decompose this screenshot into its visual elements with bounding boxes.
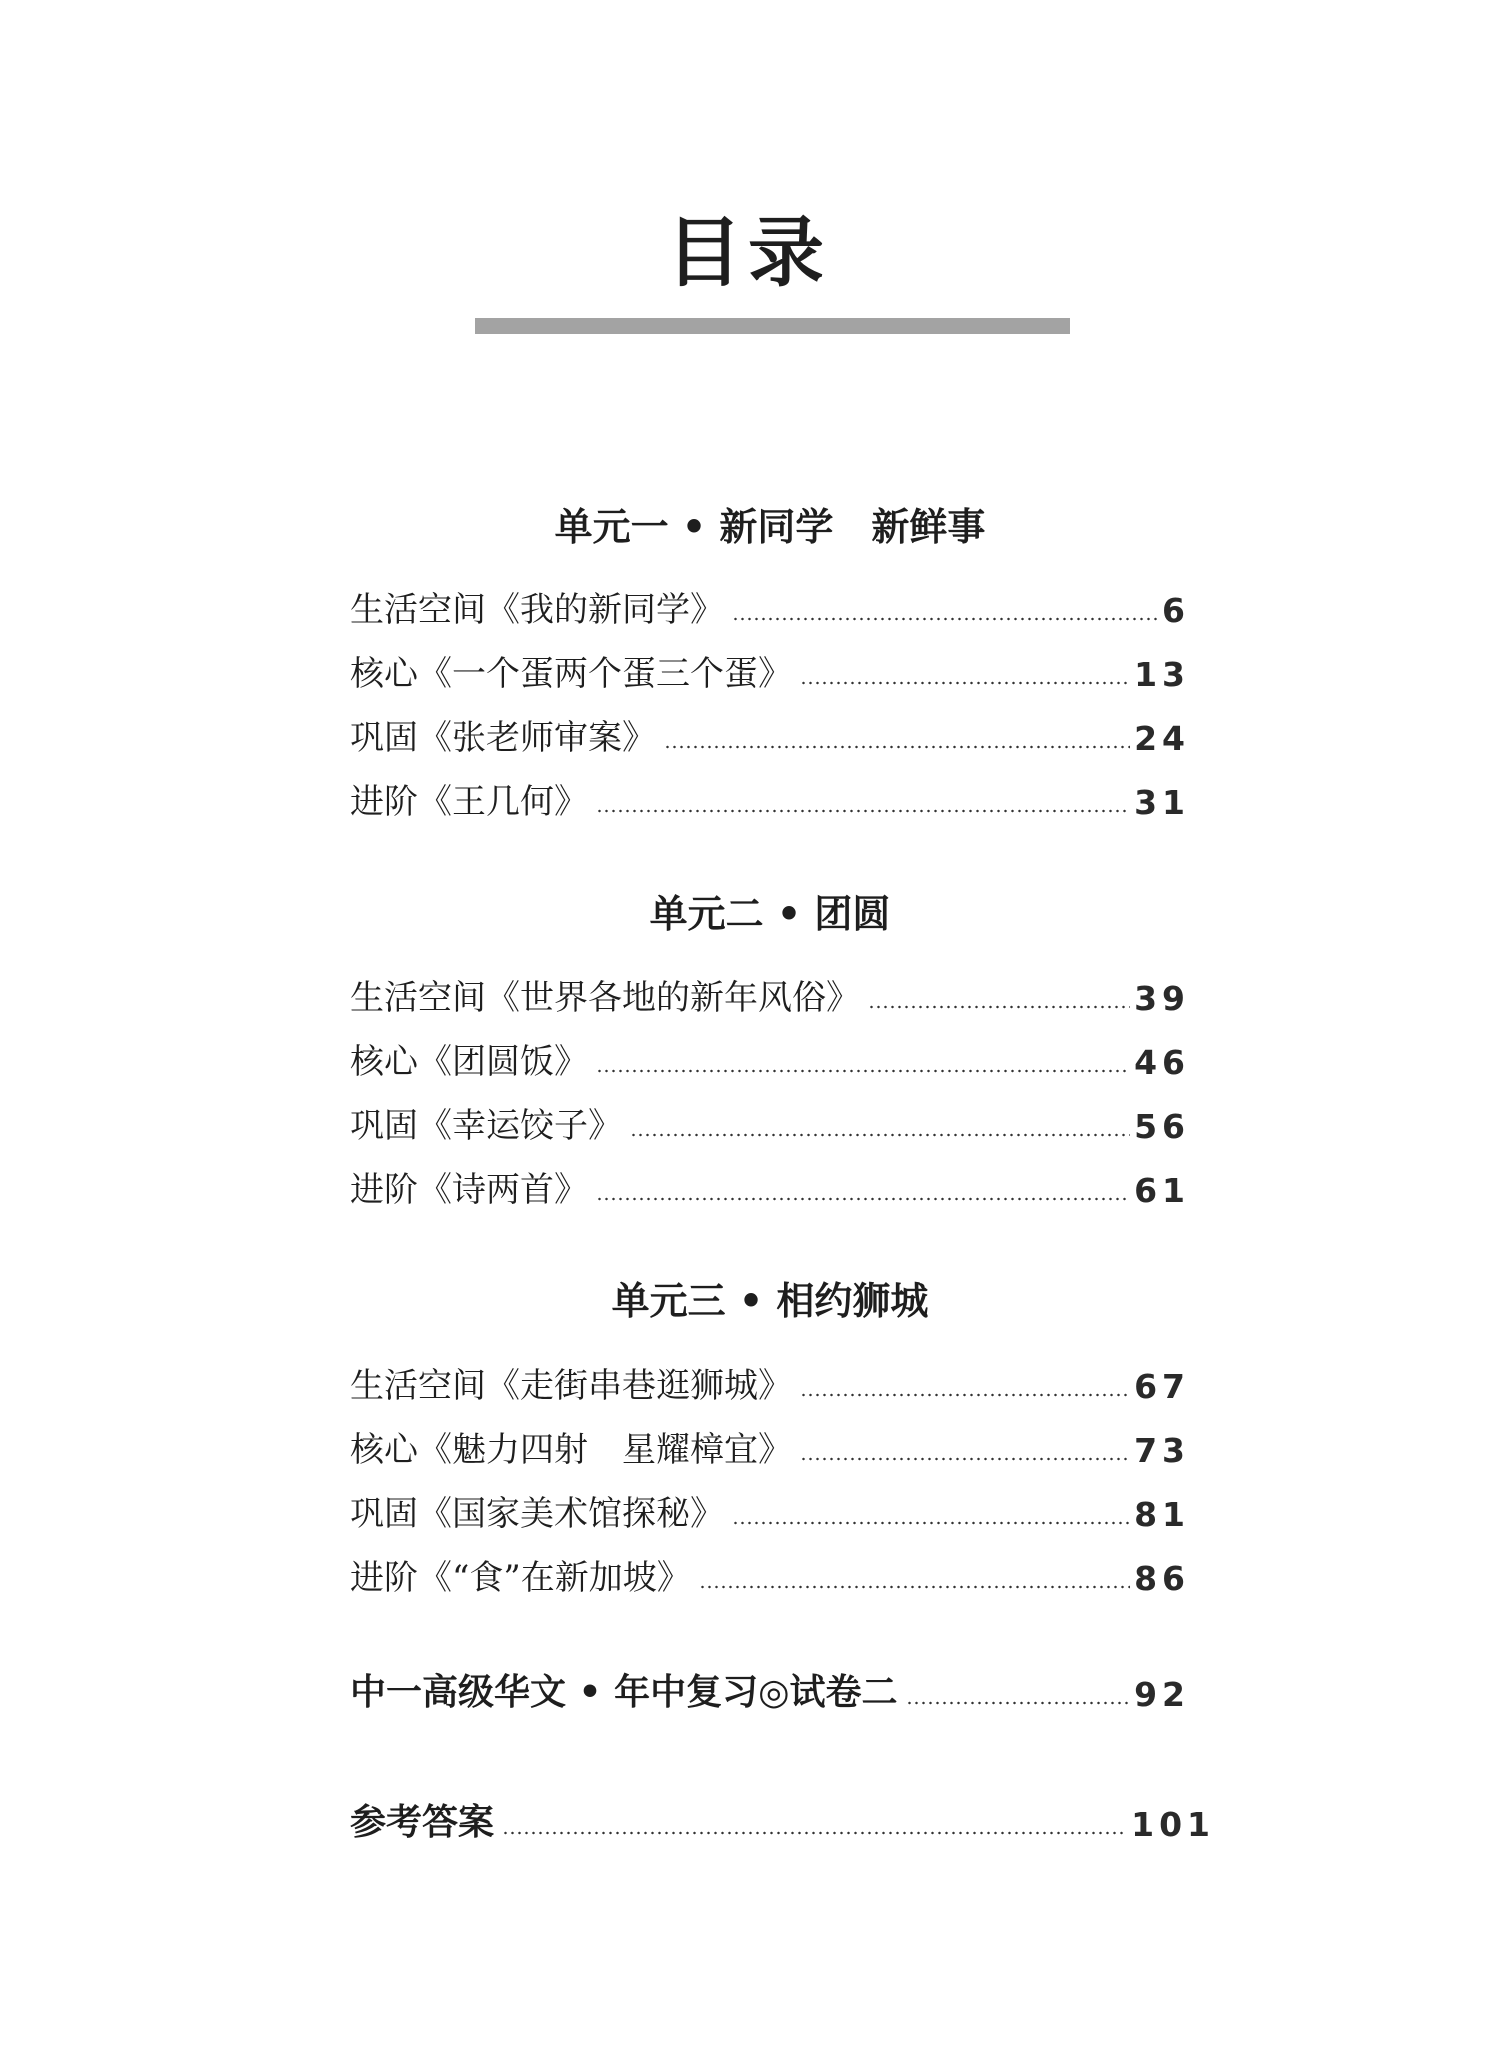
- entry-page-number: 86: [1134, 1559, 1190, 1598]
- toc-entry[interactable]: [350, 1487, 1190, 1534]
- entry-title: 进阶《诗两首》: [350, 1170, 588, 1210]
- dot-leader: [630, 1133, 1130, 1137]
- entry-page-number: 31: [1134, 783, 1190, 822]
- dot-leader: [596, 809, 1130, 813]
- dot-leader: [800, 1457, 1130, 1461]
- page-title: 目录: [666, 208, 830, 297]
- dot-leader: [596, 1197, 1130, 1201]
- dot-leader: [868, 1005, 1130, 1009]
- entry-title: 中一高级华文 • 年中复习◎试卷二: [350, 1672, 898, 1713]
- dot-leader: [699, 1585, 1130, 1589]
- unit-heading-3: 单元三 • 相约狮城: [611, 1279, 929, 1323]
- entry-title: 生活空间《走街串巷逛狮城》: [350, 1366, 792, 1406]
- entry-title: 生活空间《世界各地的新年风俗》: [350, 978, 860, 1018]
- dot-leader: [800, 1393, 1130, 1397]
- entry-title: 核心《一个蛋两个蛋三个蛋》: [350, 654, 792, 694]
- entry-title: 巩固《张老师审案》: [350, 718, 656, 758]
- entry-page-number: 39: [1134, 979, 1190, 1018]
- toc-entry-review[interactable]: [350, 1667, 1190, 1714]
- entry-page-number: 24: [1134, 719, 1190, 758]
- toc-entry[interactable]: [350, 583, 1190, 630]
- dot-leader: [502, 1831, 1127, 1835]
- entry-title: 进阶《王几何》: [350, 782, 588, 822]
- entry-title: 生活空间《我的新同学》: [350, 590, 724, 630]
- entry-page-number: 61: [1134, 1171, 1190, 1210]
- toc-entry[interactable]: [350, 1423, 1190, 1470]
- entry-page-number: 101: [1131, 1805, 1215, 1844]
- toc-entry[interactable]: [350, 775, 1190, 822]
- dot-leader: [596, 1069, 1130, 1073]
- entry-page-number: 92: [1134, 1675, 1190, 1714]
- entry-page-number: 67: [1134, 1367, 1190, 1406]
- toc-entry[interactable]: [350, 711, 1190, 758]
- toc-entry[interactable]: [350, 971, 1190, 1018]
- entry-page-number: 6: [1162, 591, 1190, 630]
- toc-entry[interactable]: [350, 647, 1190, 694]
- toc-entry-answers[interactable]: [350, 1797, 1215, 1844]
- entry-page-number: 13: [1134, 655, 1190, 694]
- unit-heading-1: 单元一 • 新同学 新鲜事: [554, 505, 986, 549]
- entry-page-number: 81: [1134, 1495, 1190, 1534]
- entry-title: 进阶《“食”在新加坡》: [350, 1558, 691, 1598]
- entry-title: 核心《团圆饭》: [350, 1042, 588, 1082]
- toc-entry[interactable]: [350, 1035, 1190, 1082]
- entry-page-number: 56: [1134, 1107, 1190, 1146]
- dot-leader: [800, 681, 1130, 685]
- entry-title: 参考答案: [350, 1802, 495, 1843]
- unit-heading-2: 单元二 • 团圆: [649, 892, 891, 936]
- title-underline-bar: [475, 318, 1070, 334]
- entry-page-number: 73: [1134, 1431, 1190, 1470]
- toc-entry[interactable]: [350, 1163, 1190, 1210]
- entry-title: 核心《魅力四射 星耀樟宜》: [350, 1430, 792, 1470]
- toc-entry[interactable]: [350, 1359, 1190, 1406]
- entry-title: 巩固《国家美术馆探秘》: [350, 1494, 724, 1534]
- dot-leader: [732, 617, 1158, 621]
- toc-entry[interactable]: [350, 1551, 1190, 1598]
- entry-title: 巩固《幸运饺子》: [350, 1106, 622, 1146]
- toc-entry[interactable]: [350, 1099, 1190, 1146]
- entry-page-number: 46: [1134, 1043, 1190, 1082]
- dot-leader: [664, 745, 1130, 749]
- dot-leader: [732, 1521, 1130, 1525]
- dot-leader: [906, 1701, 1131, 1705]
